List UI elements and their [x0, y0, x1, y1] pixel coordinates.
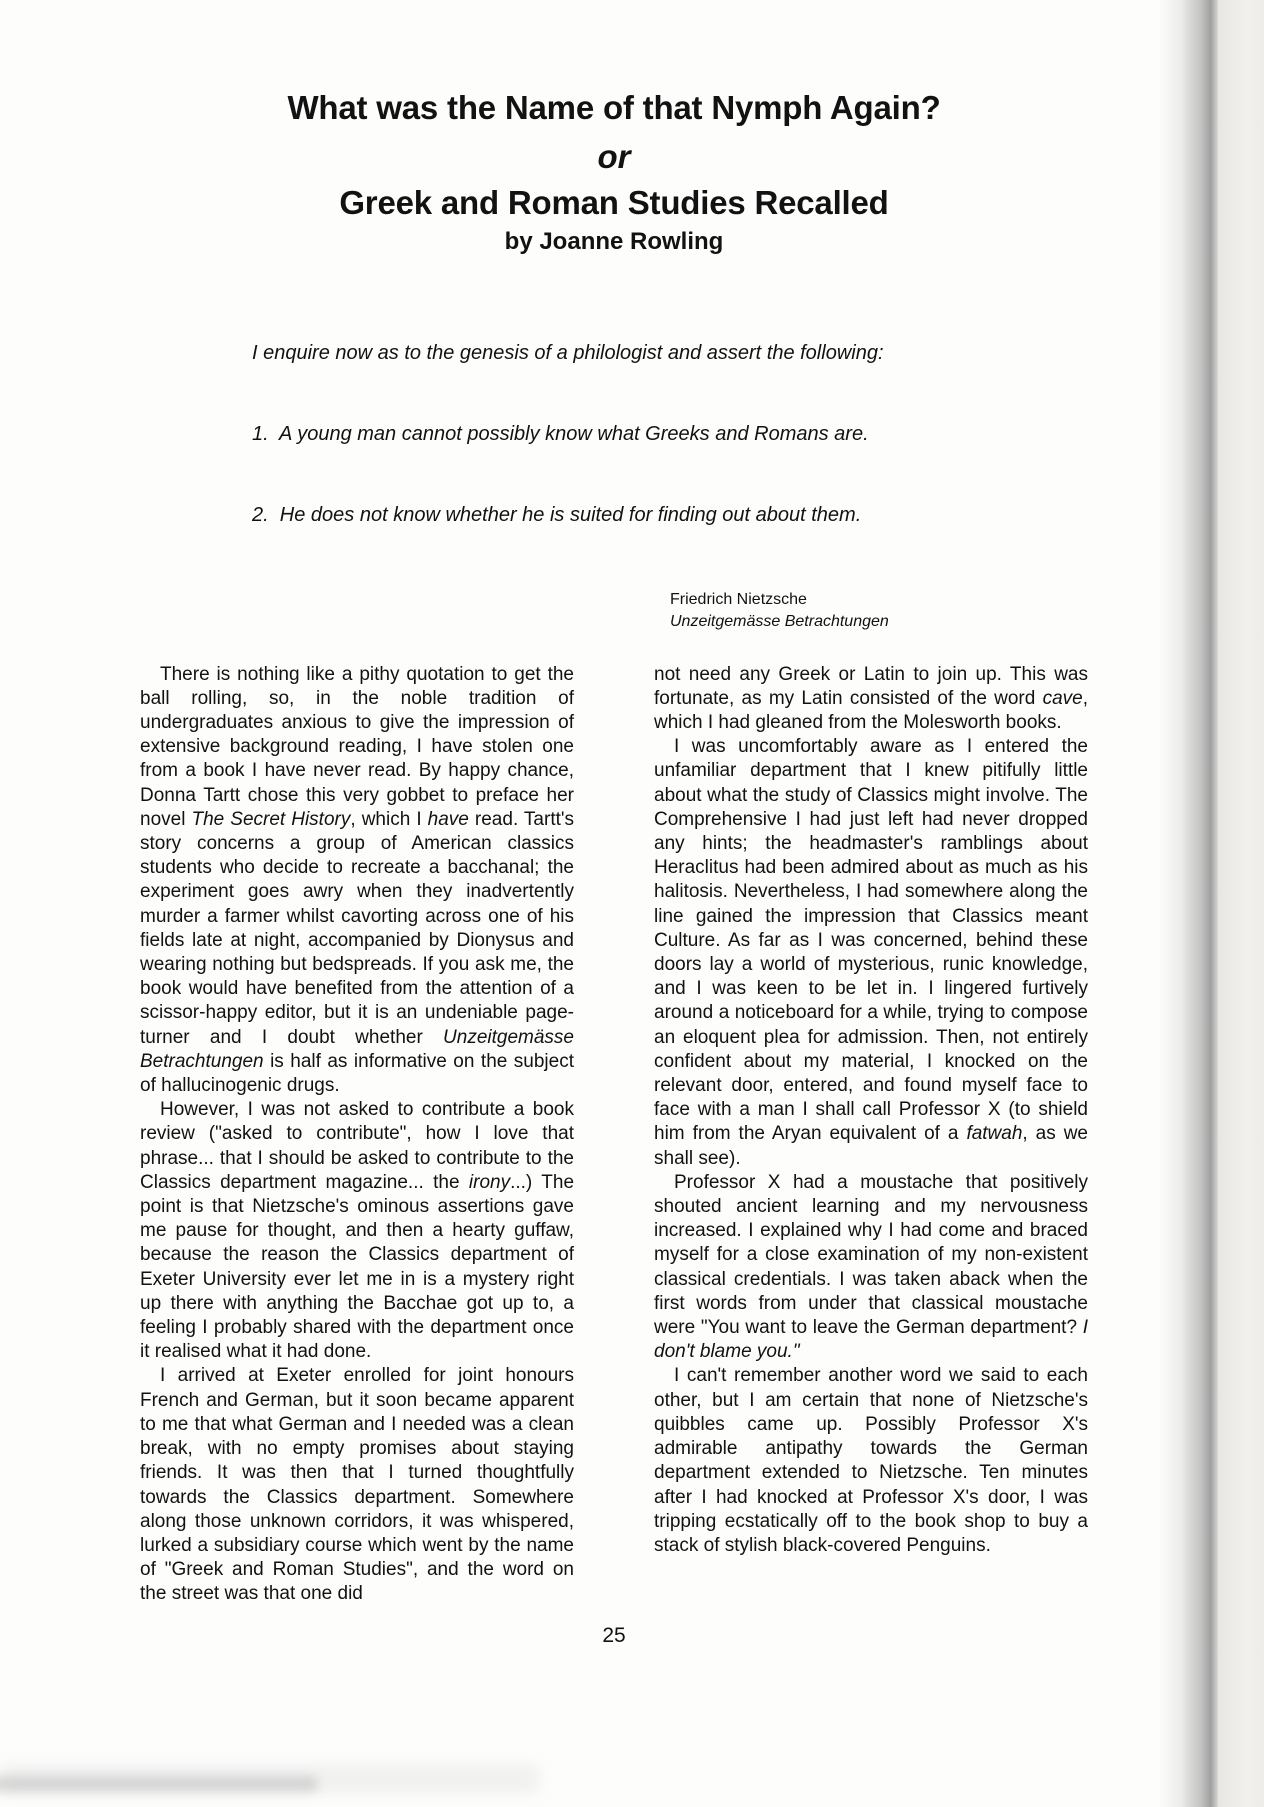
article-subtitle: Greek and Roman Studies Recalled [339, 183, 889, 221]
scan-edge-shadow-right [1158, 0, 1218, 1807]
paragraph [140, 1364, 574, 1606]
paragraph [654, 663, 1088, 736]
italic-text: The Secret History [191, 808, 351, 830]
body-text: There is nothing like a pithy quotation to get the ball rolling, so, in the noble tradition of undergraduates anxious to give the impression of extensive background reading, I have stolen one from a book I have never read. By happy chance, Donna Tartt chose this very gobbet to preface her novel [140, 663, 574, 830]
paragraph [140, 1098, 574, 1364]
italic-text: I don't blame you." [654, 1317, 1088, 1363]
paragraph [654, 1171, 1088, 1365]
epigraph-point-1: 1. A young man cannot possibly know what Greeks and Romans are. [252, 422, 869, 445]
body-text: , which I had gleaned from the Molesworth books. [654, 687, 1088, 733]
body-text: , as we shall see). [654, 1123, 1088, 1169]
body-columns [140, 663, 1088, 1607]
body-text: Professor X had a moustache that positively shouted ancient learning and my nervousness increased. I explained why I had come and braced myself for a close examination of my non-existent classical credentials. I was taken aback when the first words from under that classical moustache were "You want to leave the German department? [654, 1171, 1088, 1339]
body-text: I was uncomfortably aware as I entered the unfamiliar department that I knew pitifully little about what the study of Classics might involve. The Comprehensive I had just left had never dropped any hints; the headmaster's ramblings about Heraclitus had been admired about as much as his halitosis. Nevertheless, I had somewhere along the line gained the impression that Classics meant Culture. As far as I was concerned, behind these doors lay a world of mysterious, runic knowledge, and I was keen to be let in. I lingered furtively around a noticeboard for a while, trying to compose an eloquent plea for admission. Then, not entirely confident about my material, I knocked on the relevant door, entered, and found myself face to face with a man I shall call Professor X (to shield him from the Aryan equivalent of a [654, 736, 1088, 1145]
epigraph-attribution [670, 589, 1088, 633]
scan-edge-strip [1218, 0, 1264, 1807]
title-conjunction: or [597, 137, 631, 175]
body-text: , which I [350, 808, 428, 830]
epigraph-intro: I enquire now as to the genesis of a philologist and assert the following: [252, 341, 884, 364]
attribution-source: Unzeitgemässe Betrachtungen [670, 612, 889, 630]
left-column [140, 663, 574, 1607]
body-text: ...) The point is that Nietzsche's ominous assertions gave me pause for thought, and then a hearty guffaw, because the reason the Classics department of Exeter University ever let me in is a mystery right up there with anything the Bacchae got up to, a feeling I probably shared with the department once it realised what it had done. [140, 1171, 575, 1363]
scan-shadow-bottom [0, 1776, 318, 1792]
italic-text: fatwah [966, 1123, 1023, 1145]
article-title: What was the Name of that Nymph Again? [287, 89, 941, 126]
attribution-name: Friedrich Nietzsche [670, 590, 807, 608]
body-text: not need any Greek or Latin to join up. This was fortunate, as my Latin consisted of the word [654, 663, 1088, 709]
italic-text: Unzeitgemässe Betrachtungen [140, 1026, 574, 1072]
article [140, 0, 1088, 1607]
body-text: I can't remember another word we said to each other, but I am certain that none of Nietzsche's quibbles came up. Possibly Professor X's admirable antipathy towards the German department extended to Nietzsche. Ten minutes after I had knocked at Professor X's door, I was tripping ecstatically off to the book shop to buy a stack of stylish black-covered Penguins. [654, 1365, 1088, 1556]
paragraph [654, 735, 1088, 1171]
paragraph [140, 663, 574, 1099]
paragraph [654, 1364, 1088, 1558]
body-text: is half as informative on the subject of hallucinogenic drugs. [140, 1050, 574, 1097]
byline: by Joanne Rowling [504, 227, 724, 255]
italic-text: irony [468, 1171, 511, 1193]
body-text: read. Tartt's story concerns a group of American classics students who decide to recreate a bacchanal; the experiment goes awry when they inadvertently murder a farmer whilst cavorting across one of his fields late at night, accompanied by Dionysus and wearing nothing but bedspreads. If you ask me, the book would have benefited from the attention of a scissor-happy editor, but it is an undeniable page-turner and I doubt whether [140, 808, 575, 1048]
epigraph [252, 286, 1088, 583]
body-text: I arrived at Exeter enrolled for joint honours French and German, but it soon became apparent to me that what German and I needed was a clean break, with no empty promises about staying friends. It was then that I turned thoughtfully towards the Classics department. Somewhere along those unknown corridors, it was whispered, lurked a subsidiary course which went by the name of "Greek and Roman Studies", and the word on the street was that one did [140, 1365, 574, 1605]
page-number: 25 [602, 1624, 626, 1647]
italic-text: have [427, 808, 469, 830]
italic-text: cave [1042, 687, 1083, 709]
right-column [654, 663, 1088, 1607]
body-text: However, I was not asked to contribute a book review ("asked to contribute", how I love that phrase... that I should be asked to contribute to the Classics department magazine... the [140, 1099, 574, 1193]
epigraph-point-2: 2. He does not know whether he is suited for finding out about them. [252, 503, 862, 526]
title-block [140, 88, 1088, 256]
